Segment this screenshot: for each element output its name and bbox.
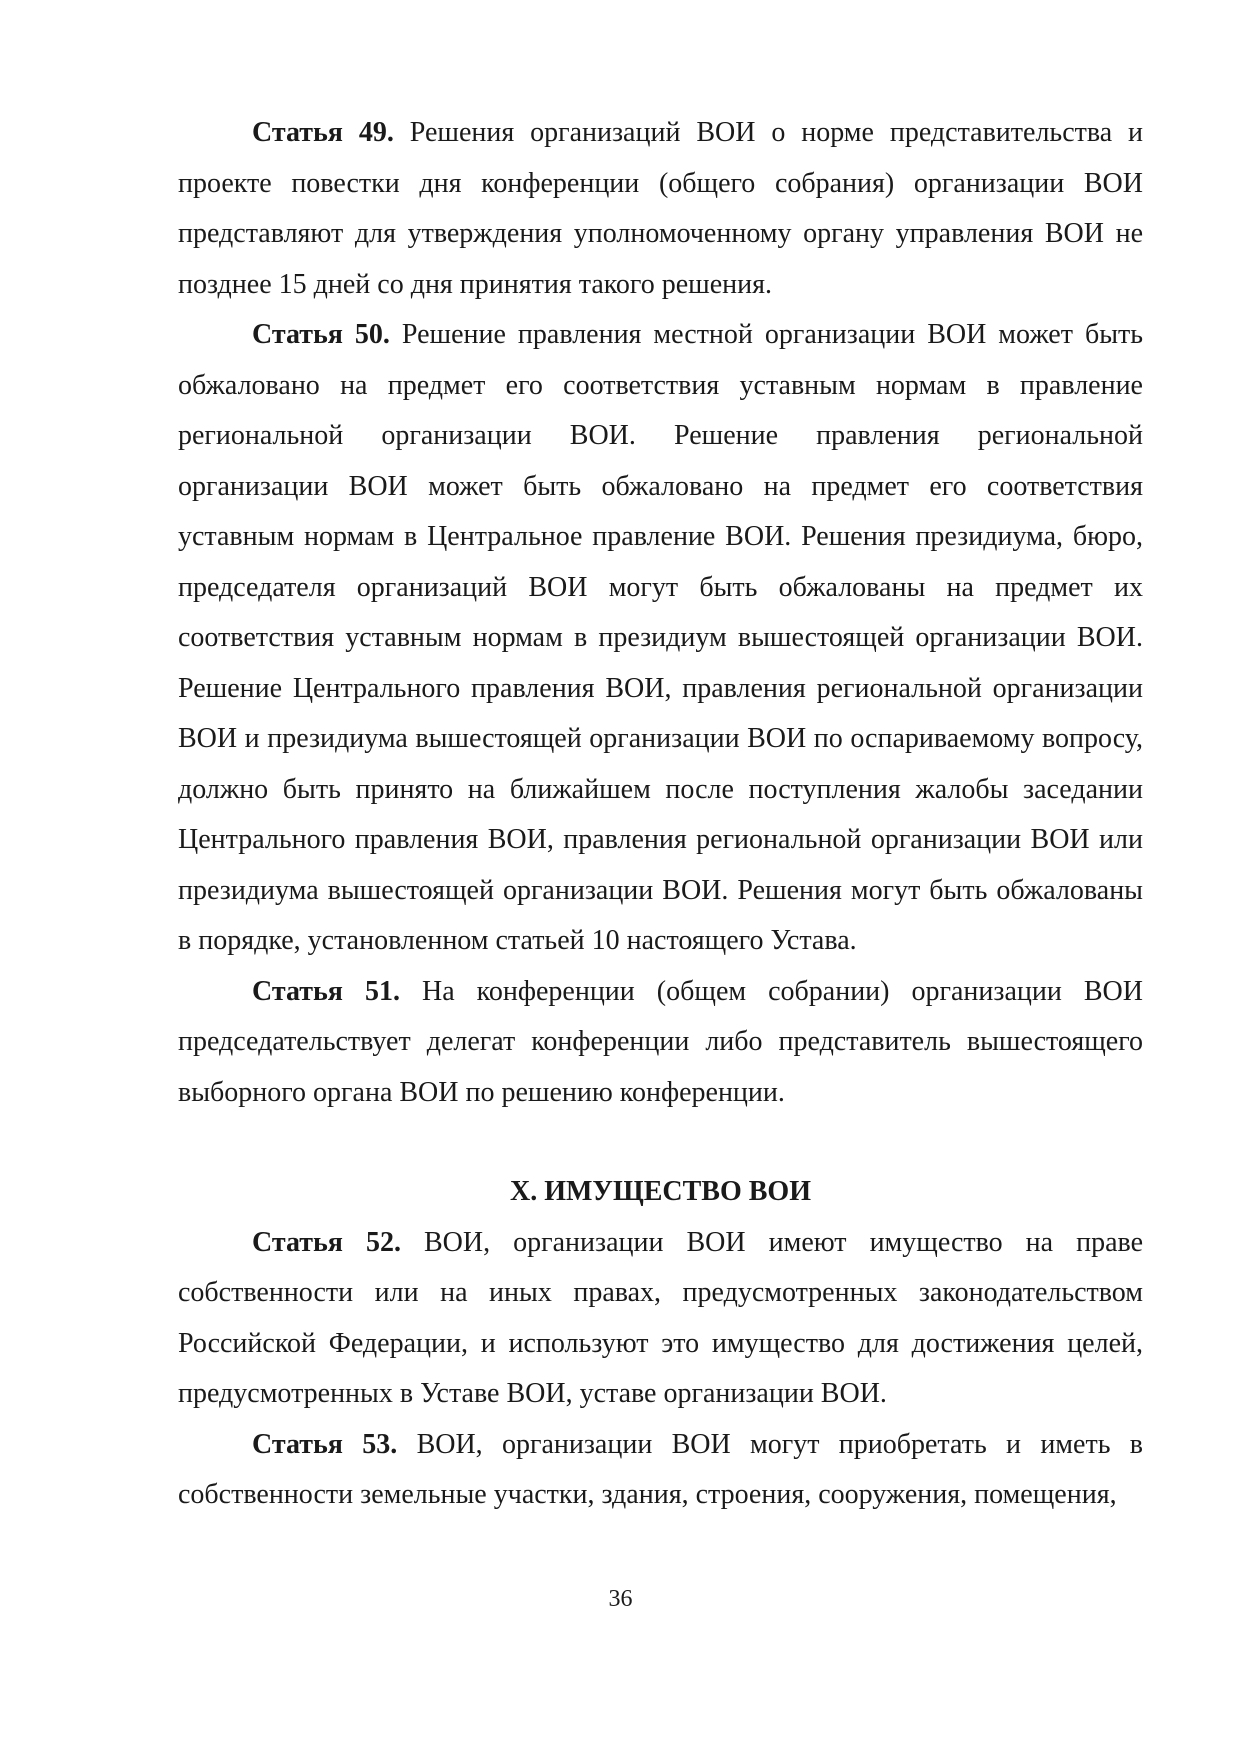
article-53 bbox=[178, 1420, 1143, 1521]
article-50 bbox=[178, 310, 1143, 967]
section-heading: X. ИМУЩЕСТВО ВОИ bbox=[510, 1176, 811, 1207]
page-number: 36 bbox=[608, 1586, 633, 1612]
article-49 bbox=[178, 108, 1143, 310]
article-53-label: Статья 53. bbox=[252, 1428, 398, 1460]
article-49-text: Решения организаций ВОИ о норме представительства и проекте повестки дня конференции (общего собрания) организации ВОИ представляют для утверждения уполномоченному органу управления ВОИ не позднее 15 дней со дня принятия такого решения. bbox=[178, 117, 1144, 300]
article-50-label: Статья 50. bbox=[252, 319, 390, 350]
article-51-text: На конференции (общем собрании) организации ВОИ председательствует делегат конференции либо представитель вышестоящего выборного органа ВОИ по решению конференции. bbox=[178, 975, 1143, 1108]
document-page bbox=[178, 108, 1143, 1521]
article-49-label: Статья 49. bbox=[252, 117, 394, 148]
article-51-label: Статья 51. bbox=[252, 975, 400, 1007]
article-52-label: Статья 52. bbox=[252, 1226, 401, 1258]
article-52 bbox=[178, 1218, 1143, 1420]
article-53-text: ВОИ, организации ВОИ могут приобретать и иметь в собственности земельные участки, здания, строения, сооружения, помещения, bbox=[178, 1428, 1143, 1510]
article-52-text: ВОИ, организации ВОИ имеют имущество на праве собственности или на иных правах, предусмотренных законодательством Российской Федерации, и используют это имущество для достижения целей, предусмотренных в Уставе ВОИ, уставе организации ВОИ. bbox=[178, 1226, 1144, 1409]
article-50-text: Решение правления местной организации ВОИ может быть обжаловано на предмет его соответствия уставным нормам в правление региональной организации ВОИ. Решение правления региональной организации ВОИ может быть обжаловано на предмет его соответствия уставным нормам в Центральное правление ВОИ. Решения президиума, бюро, председателя организаций ВОИ могут быть обжалованы на предмет их соответствия уставным нормам в президиум вышестоящей организации ВОИ. Решение Центрального правления ВОИ, правления региональной организации ВОИ и президиума вышестоящей организации ВОИ по оспариваемому вопросу, должно быть принято на ближайшем после поступления жалобы заседании Центрального правления ВОИ, правления региональной организации ВОИ или президиума вышестоящей организации ВОИ. Решения могут быть обжалованы в порядке, установленном статьей 10 настоящего Устава. bbox=[178, 319, 1144, 956]
article-51 bbox=[178, 967, 1143, 1119]
